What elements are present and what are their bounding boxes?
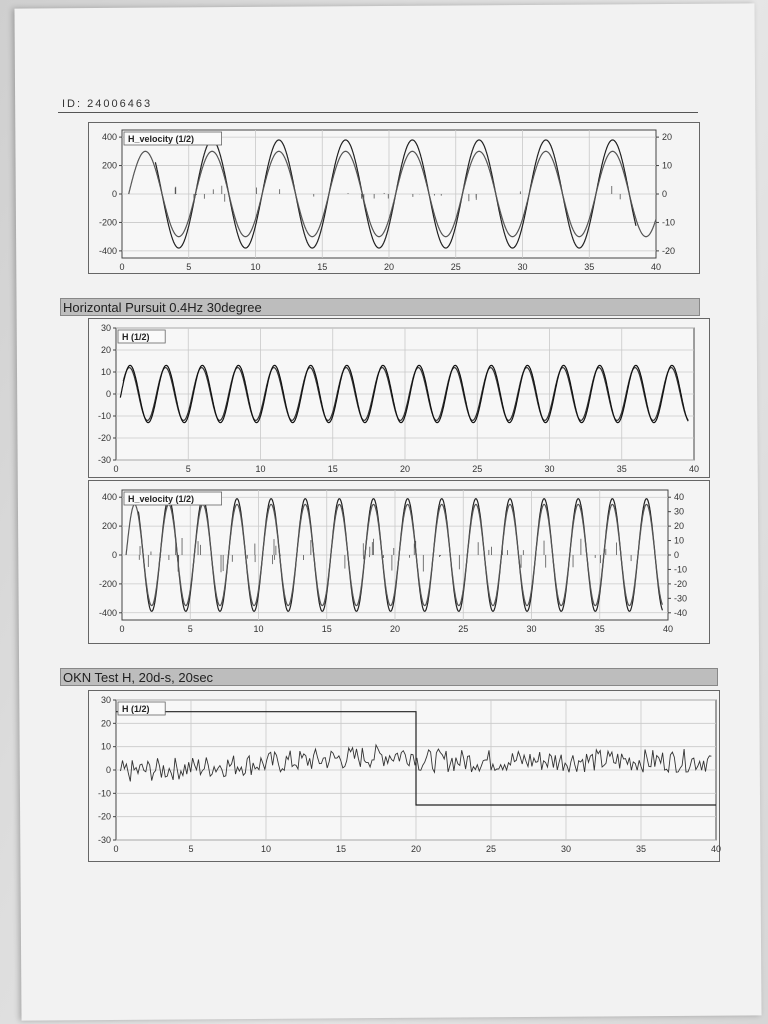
x-tick-label: 20 — [389, 624, 401, 634]
x-tick-label: 10 — [253, 624, 264, 634]
x-tick-label: 10 — [260, 844, 272, 854]
y-tick-label: 0 — [111, 189, 117, 199]
saccade-velocity-chart — [88, 122, 700, 274]
page-id-label: ID: — [62, 98, 83, 110]
x-tick-label: 30 — [544, 464, 555, 474]
panel-label: H (1/2) — [122, 332, 150, 342]
section-title-pursuit: Horizontal Pursuit 0.4Hz 30degree — [63, 300, 262, 315]
y-tick-label: -400 — [98, 245, 117, 256]
section-header-pursuit — [60, 298, 700, 316]
x-tick-label: 40 — [688, 464, 700, 474]
y-tick-label: 10 — [100, 367, 111, 377]
y-tick-label: 10 — [100, 741, 111, 752]
x-tick-label: 25 — [458, 624, 469, 634]
y2-tick-label: -20 — [662, 245, 676, 256]
panel-label: H_velocity (1/2) — [128, 134, 195, 144]
y2-tick-label: 0 — [662, 189, 668, 199]
y-tick-label: 20 — [100, 345, 111, 355]
x-tick-label: 30 — [517, 262, 528, 272]
x-tick-label: 20 — [410, 844, 422, 854]
x-tick-label: 35 — [594, 624, 605, 634]
y2-tick-label: -40 — [674, 607, 688, 618]
panel-label: H (1/2) — [122, 704, 150, 714]
x-tick-label: 15 — [327, 464, 338, 474]
x-tick-label: 5 — [187, 624, 193, 634]
page-id-value: 24006463 — [87, 98, 153, 110]
pursuit-velocity-chart — [88, 480, 710, 644]
y-tick-label: 30 — [100, 323, 111, 333]
y2-tick-label: -20 — [674, 578, 688, 589]
x-tick-label: 30 — [560, 844, 572, 854]
x-tick-label: 0 — [119, 624, 125, 634]
y2-tick-label: 10 — [674, 535, 685, 546]
x-tick-label: 5 — [186, 262, 192, 272]
x-tick-label: 15 — [321, 624, 332, 634]
y-tick-label: -400 — [98, 607, 117, 618]
page-id — [62, 98, 152, 110]
x-tick-label: 40 — [650, 262, 662, 272]
y-tick-label: -20 — [97, 811, 111, 822]
x-tick-label: 40 — [710, 844, 722, 854]
x-tick-label: 35 — [635, 844, 647, 854]
section-title-okn: OKN Test H, 20d-s, 20sec — [63, 670, 214, 685]
x-tick-label: 35 — [584, 262, 595, 272]
y-tick-label: 200 — [101, 160, 117, 171]
page-id-rule — [58, 112, 698, 113]
x-tick-label: 20 — [399, 464, 411, 474]
x-tick-label: 35 — [616, 464, 627, 474]
x-tick-label: 5 — [188, 844, 194, 854]
x-tick-label: 30 — [526, 624, 537, 634]
y-tick-label: -10 — [97, 411, 111, 421]
section-header-okn — [60, 668, 718, 686]
y2-tick-label: 20 — [662, 132, 673, 143]
y2-tick-label: -30 — [674, 593, 688, 604]
x-tick-label: 15 — [335, 844, 347, 854]
y2-tick-label: -10 — [674, 564, 688, 575]
x-tick-label: 25 — [472, 464, 483, 474]
y-tick-label: 0 — [105, 389, 111, 399]
x-tick-label: 40 — [662, 624, 674, 634]
x-tick-label: 5 — [185, 464, 191, 474]
y-tick-label: 200 — [101, 521, 117, 532]
y2-tick-label: 30 — [674, 506, 685, 517]
y-tick-label: 20 — [100, 718, 111, 729]
y-tick-label: 400 — [101, 132, 117, 143]
x-tick-label: 15 — [317, 262, 328, 272]
panel-label: H_velocity (1/2) — [128, 494, 195, 504]
x-tick-label: 0 — [119, 262, 125, 272]
y-tick-label: 30 — [100, 695, 111, 705]
y2-tick-label: 0 — [674, 550, 680, 560]
y-tick-label: 0 — [105, 765, 111, 775]
x-tick-label: 0 — [113, 844, 119, 854]
y2-tick-label: 20 — [674, 521, 685, 532]
y-tick-label: -200 — [98, 217, 117, 228]
y-tick-label: 0 — [111, 550, 117, 560]
y-tick-label: -30 — [97, 835, 111, 845]
x-tick-label: 0 — [113, 464, 119, 474]
x-tick-label: 25 — [485, 844, 497, 854]
y-tick-label: -20 — [97, 433, 111, 443]
pursuit-position-chart — [88, 318, 710, 478]
y2-tick-label: 10 — [662, 160, 673, 171]
y-tick-label: -30 — [97, 455, 111, 465]
x-tick-label: 20 — [383, 262, 395, 272]
x-tick-label: 25 — [450, 262, 461, 272]
y-tick-label: -10 — [97, 788, 111, 799]
y-tick-label: 400 — [101, 492, 117, 503]
y2-tick-label: -10 — [662, 217, 676, 228]
okn-position-chart — [88, 690, 720, 862]
y2-tick-label: 40 — [674, 492, 685, 503]
y-tick-label: -200 — [98, 578, 117, 589]
x-tick-label: 10 — [250, 262, 261, 272]
x-tick-label: 10 — [255, 464, 266, 474]
